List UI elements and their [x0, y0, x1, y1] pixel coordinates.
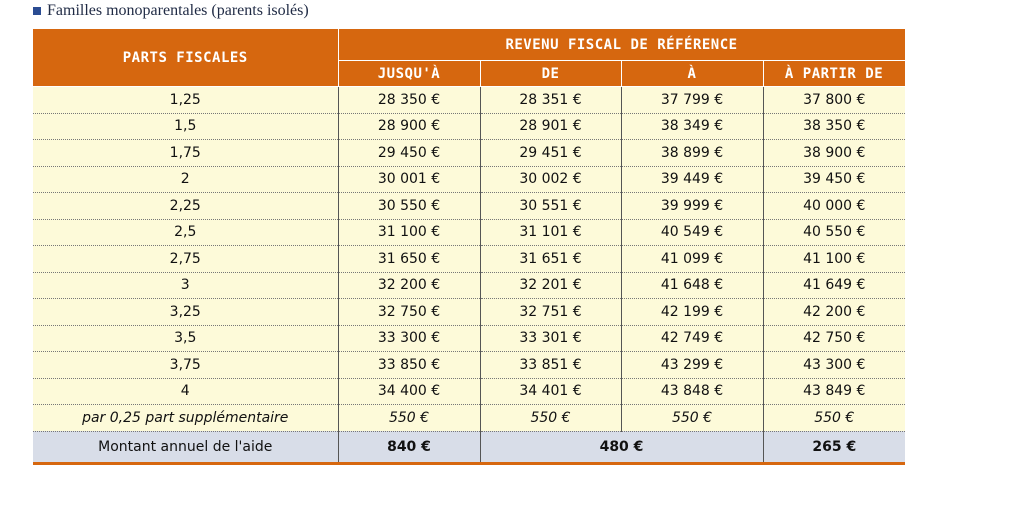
- amount-cell: 39 450 €: [763, 166, 905, 193]
- table-row: [33, 140, 905, 167]
- amount-cell: 33 300 €: [338, 325, 480, 352]
- extra-value: 550 €: [763, 405, 905, 432]
- amount-cell: 38 900 €: [763, 140, 905, 167]
- amount-cell: 28 350 €: [338, 87, 480, 114]
- amount-cell: 33 851 €: [480, 352, 621, 379]
- parts-cell: 1,5: [33, 113, 338, 140]
- total-value-a-partir-de: 265 €: [763, 431, 905, 463]
- extra-value: 550 €: [621, 405, 763, 432]
- amount-cell: 28 351 €: [480, 87, 621, 114]
- amount-cell: 39 999 €: [621, 193, 763, 220]
- amount-cell: 33 850 €: [338, 352, 480, 379]
- table-caption: [33, 1, 309, 21]
- parts-cell: 2,5: [33, 219, 338, 246]
- amount-cell: 40 000 €: [763, 193, 905, 220]
- parts-cell: 3,5: [33, 325, 338, 352]
- extra-label: par 0,25 part supplémentaire: [33, 405, 338, 432]
- total-label: Montant annuel de l'aide: [33, 431, 338, 463]
- square-bullet-icon: [33, 7, 41, 15]
- amount-cell: 32 751 €: [480, 299, 621, 326]
- parts-cell: 1,75: [33, 140, 338, 167]
- amount-cell: 30 550 €: [338, 193, 480, 220]
- amount-cell: 34 401 €: [480, 378, 621, 405]
- table-row: [33, 193, 905, 220]
- amount-cell: 31 101 €: [480, 219, 621, 246]
- parts-cell: 2,25: [33, 193, 338, 220]
- amount-cell: 40 550 €: [763, 219, 905, 246]
- amount-cell: 31 100 €: [338, 219, 480, 246]
- table-row: [33, 219, 905, 246]
- amount-cell: 29 451 €: [480, 140, 621, 167]
- amount-cell: 38 899 €: [621, 140, 763, 167]
- parts-cell: 2: [33, 166, 338, 193]
- amount-cell: 43 300 €: [763, 352, 905, 379]
- amount-cell: 30 002 €: [480, 166, 621, 193]
- table-row: [33, 246, 905, 273]
- parts-cell: 4: [33, 378, 338, 405]
- table-row: [33, 166, 905, 193]
- amount-cell: 41 100 €: [763, 246, 905, 273]
- amount-cell: 32 750 €: [338, 299, 480, 326]
- income-table: [33, 28, 906, 465]
- parts-cell: 3,75: [33, 352, 338, 379]
- amount-cell: 38 349 €: [621, 113, 763, 140]
- amount-cell: 42 750 €: [763, 325, 905, 352]
- table-row: [33, 113, 905, 140]
- amount-cell: 34 400 €: [338, 378, 480, 405]
- amount-cell: 33 301 €: [480, 325, 621, 352]
- total-value-jusqua: 840 €: [338, 431, 480, 463]
- parts-cell: 3: [33, 272, 338, 299]
- caption-text: Familles monoparentales (parents isolés): [47, 2, 309, 19]
- table-row: [33, 325, 905, 352]
- amount-cell: 39 449 €: [621, 166, 763, 193]
- table-row: [33, 378, 905, 405]
- extra-value: 550 €: [338, 405, 480, 432]
- amount-cell: 31 651 €: [480, 246, 621, 273]
- amount-cell: 29 450 €: [338, 140, 480, 167]
- amount-cell: 43 849 €: [763, 378, 905, 405]
- parts-cell: 2,75: [33, 246, 338, 273]
- total-row: [33, 431, 905, 463]
- amount-cell: 30 001 €: [338, 166, 480, 193]
- amount-cell: 43 848 €: [621, 378, 763, 405]
- amount-cell: 30 551 €: [480, 193, 621, 220]
- amount-cell: 37 799 €: [621, 87, 763, 114]
- extra-part-row: [33, 405, 905, 432]
- table-row: [33, 87, 905, 114]
- table-row: [33, 299, 905, 326]
- amount-cell: 31 650 €: [338, 246, 480, 273]
- header-col-a: À: [621, 61, 763, 87]
- header-col-jusqua: JUSQU'À: [338, 61, 480, 87]
- header-parts-fiscales: PARTS FISCALES: [33, 29, 338, 87]
- amount-cell: 41 648 €: [621, 272, 763, 299]
- table-row: [33, 352, 905, 379]
- amount-cell: 43 299 €: [621, 352, 763, 379]
- table-body: [33, 87, 905, 464]
- amount-cell: 41 649 €: [763, 272, 905, 299]
- amount-cell: 32 201 €: [480, 272, 621, 299]
- amount-cell: 42 199 €: [621, 299, 763, 326]
- amount-cell: 37 800 €: [763, 87, 905, 114]
- parts-cell: 1,25: [33, 87, 338, 114]
- amount-cell: 32 200 €: [338, 272, 480, 299]
- amount-cell: 28 901 €: [480, 113, 621, 140]
- amount-cell: 41 099 €: [621, 246, 763, 273]
- amount-cell: 42 200 €: [763, 299, 905, 326]
- header-revenu-fiscal: REVENU FISCAL DE RÉFÉRENCE: [338, 29, 905, 61]
- total-value-de-a: 480 €: [480, 431, 763, 463]
- table-row: [33, 272, 905, 299]
- amount-cell: 38 350 €: [763, 113, 905, 140]
- extra-value: 550 €: [480, 405, 621, 432]
- amount-cell: 28 900 €: [338, 113, 480, 140]
- header-col-a-partir-de: À PARTIR DE: [763, 61, 905, 87]
- header-col-de: DE: [480, 61, 621, 87]
- amount-cell: 40 549 €: [621, 219, 763, 246]
- amount-cell: 42 749 €: [621, 325, 763, 352]
- parts-cell: 3,25: [33, 299, 338, 326]
